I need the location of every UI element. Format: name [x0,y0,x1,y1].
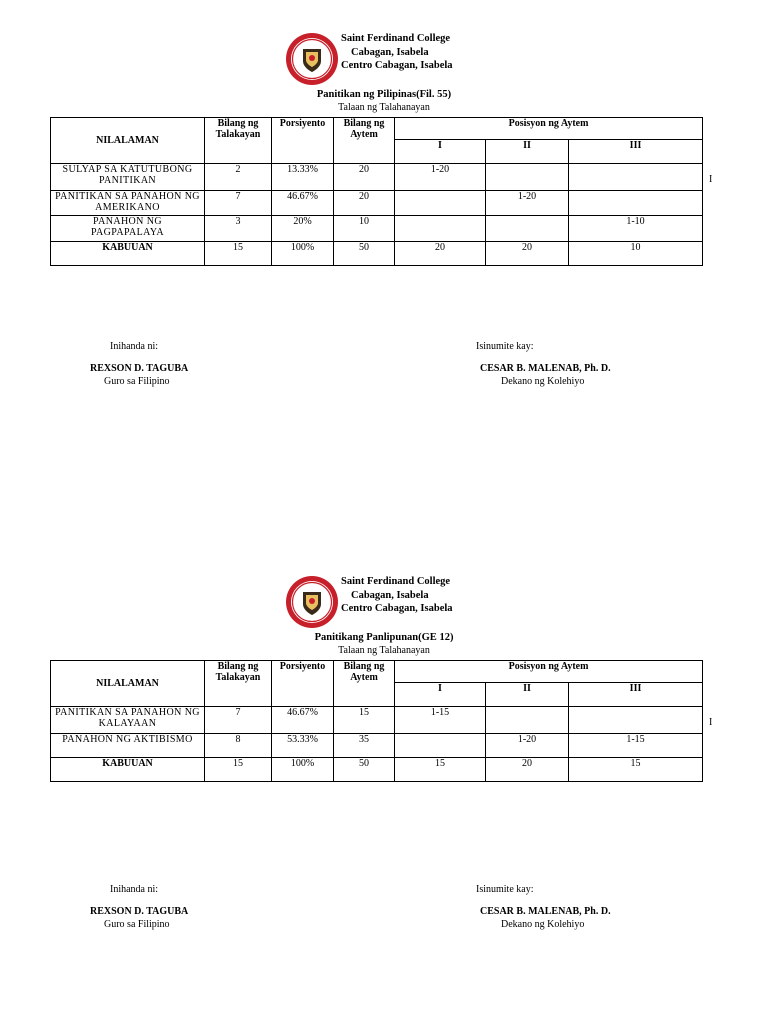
submitted-to-label: Isinumite kay: [476,884,534,895]
total-pos-3: 10 [569,242,703,266]
submitted-to-name: CESAR B. MALENAB, Ph. D. [480,363,611,374]
header-items: Bilang ng Aytem [334,118,395,164]
row-pos-1: 1-20 [395,164,486,191]
margin-mark: I [709,717,713,728]
row-items: 20 [334,164,395,191]
total-items: 50 [334,758,395,782]
college-seal-icon [285,32,339,86]
school-town: Cabagan, Isabela [351,589,429,601]
header-discussions: Bilang ng Talakayan [205,661,272,707]
school-address: Centro Cabagan, Isabela [341,603,453,614]
row-pos-2 [486,707,569,734]
total-percent: 100% [272,758,334,782]
tos-section-1 [0,32,768,472]
row-items: 10 [334,216,395,242]
row-items: 15 [334,707,395,734]
header-items: Bilang ng Aytem [334,661,395,707]
row-pos-2 [486,164,569,191]
total-pos-1: 20 [395,242,486,266]
row-pos-1 [395,216,486,242]
prepared-by-name: REXSON D. TAGUBA [90,363,189,374]
table-row [51,191,703,216]
header-content: NILALAMAN [51,118,205,164]
row-pos-3 [569,707,703,734]
row-discussions: 2 [205,164,272,191]
total-pos-2: 20 [486,758,569,782]
tos-section-2 [0,575,768,1015]
row-percent: 53.33% [272,734,334,758]
row-topic: PANITIKAN SA PANAHON NG KALAYAAN [51,707,205,734]
header-col-2: II [486,140,569,164]
total-row [51,242,703,266]
school-name-block [341,32,453,73]
header-col-1: I [395,140,486,164]
row-pos-2 [486,216,569,242]
row-pos-1 [395,191,486,216]
header-col-3: III [569,683,703,707]
submitted-to-role: Dekano ng Kolehiyo [501,919,585,930]
row-items: 20 [334,191,395,216]
school-name: Saint Ferdinand College [341,576,451,587]
total-items: 50 [334,242,395,266]
table-subtitle: Talaan ng Talahanayan [338,645,430,656]
school-header [285,32,545,88]
header-content: NILALAMAN [51,661,205,707]
row-topic: SULYAP SA KATUTUBONG PANITIKAN [51,164,205,191]
row-discussions: 3 [205,216,272,242]
total-discussions: 15 [205,758,272,782]
row-pos-3: 1-10 [569,216,703,242]
row-topic: PANAHON NG AKTIBISMO [51,734,205,758]
total-pos-1: 15 [395,758,486,782]
header-col-1: I [395,683,486,707]
prepared-by-label: Inihanda ni: [110,341,159,352]
row-discussions: 7 [205,191,272,216]
row-discussions: 8 [205,734,272,758]
school-town: Cabagan, Isabela [351,46,429,58]
row-pos-3 [569,164,703,191]
total-pos-2: 20 [486,242,569,266]
header-discussions: Bilang ng Talakayan [205,118,272,164]
row-percent: 46.67% [272,191,334,216]
row-pos-3: 1-15 [569,734,703,758]
header-percent: Porsiyento [272,118,334,164]
header-percent: Porsiyento [272,661,334,707]
table-row [51,707,703,734]
header-position: Posisyon ng Aytem [395,661,703,683]
row-pos-2: 1-20 [486,191,569,216]
prepared-by-name: REXSON D. TAGUBA [90,906,189,917]
table-row [51,164,703,191]
school-name: Saint Ferdinand College [341,33,451,44]
tos-table [50,660,703,782]
table-row [51,734,703,758]
header-col-2: II [486,683,569,707]
row-pos-3 [569,191,703,216]
row-items: 35 [334,734,395,758]
header-position: Posisyon ng Aytem [395,118,703,140]
table-subtitle: Talaan ng Talahanayan [338,102,430,113]
row-pos-2: 1-20 [486,734,569,758]
prepared-by-label: Inihanda ni: [110,884,159,895]
prepared-by-role: Guro sa Filipino [104,919,170,930]
row-percent: 20% [272,216,334,242]
row-topic: PANITIKAN SA PANAHON NG AMERIKANO [51,191,205,216]
total-label: KABUUAN [51,758,205,782]
row-pos-1: 1-15 [395,707,486,734]
school-address: Centro Cabagan, Isabela [341,60,453,71]
college-seal-icon [285,575,339,629]
school-name-block [341,575,453,616]
row-pos-1 [395,734,486,758]
course-title: Panitikan ng Pilipinas(Fil. 55) [316,89,452,100]
course-title: Panitikang Panlipunan(GE 12) [314,632,454,643]
submitted-to-label: Isinumite kay: [476,341,534,352]
table-row [51,216,703,242]
submitted-to-role: Dekano ng Kolehiyo [501,376,585,387]
row-topic: PANAHON NG PAGPAPALAYA [51,216,205,242]
submitted-to-name: CESAR B. MALENAB, Ph. D. [480,906,611,917]
prepared-by-role: Guro sa Filipino [104,376,170,387]
total-row [51,758,703,782]
total-pos-3: 15 [569,758,703,782]
tos-table [50,117,703,266]
total-percent: 100% [272,242,334,266]
row-percent: 46.67% [272,707,334,734]
school-header [285,575,545,631]
row-percent: 13.33% [272,164,334,191]
header-col-3: III [569,140,703,164]
total-discussions: 15 [205,242,272,266]
total-label: KABUUAN [51,242,205,266]
margin-mark: I [709,174,713,185]
row-discussions: 7 [205,707,272,734]
